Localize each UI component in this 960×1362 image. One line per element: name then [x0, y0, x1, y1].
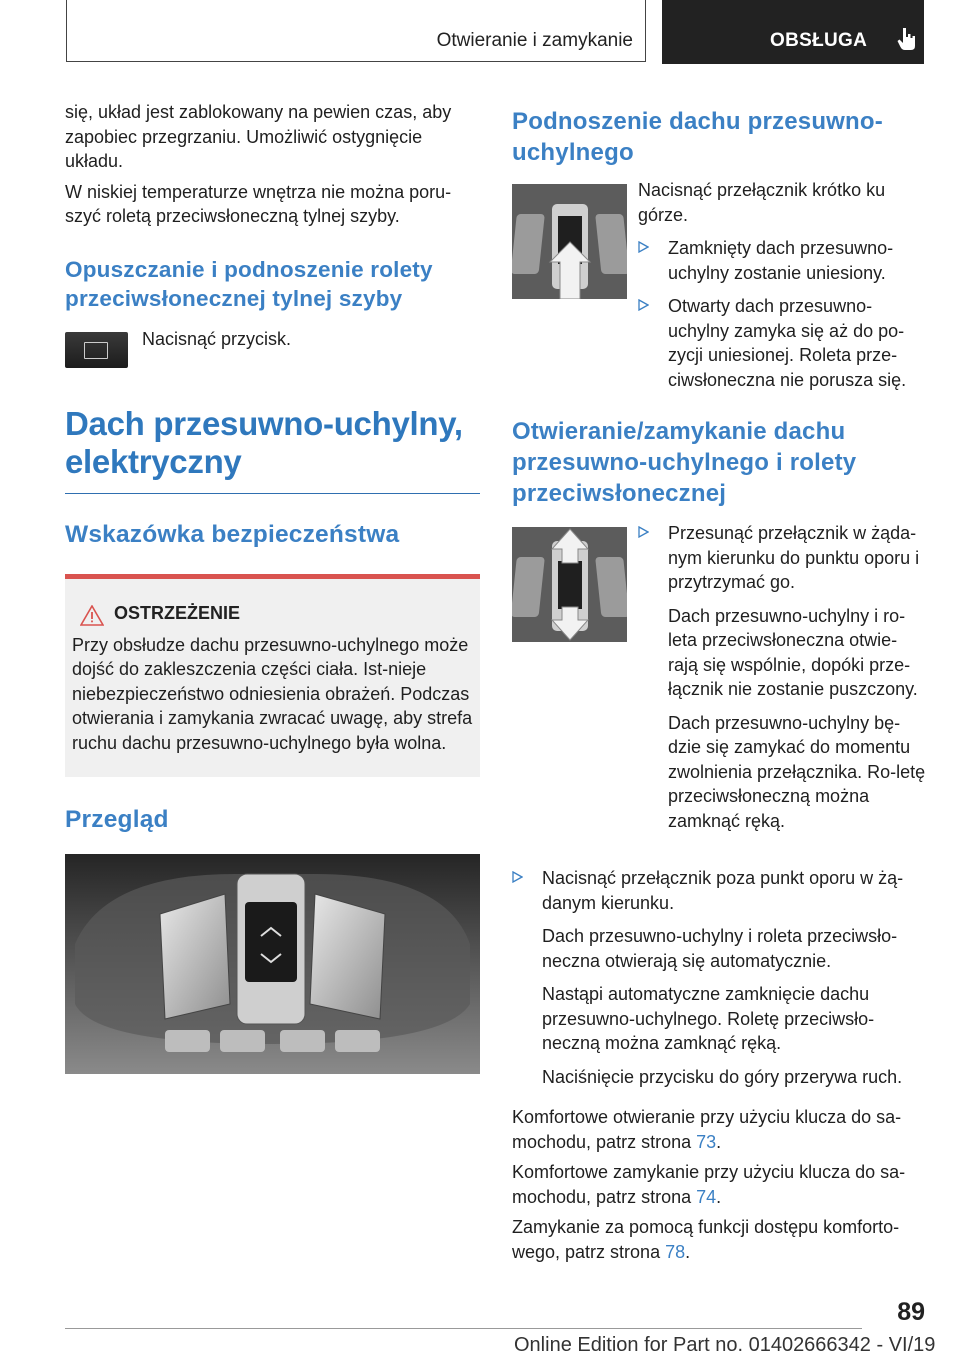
edition-footer: Online Edition for Part no. 01402666342 - VI/19 — [514, 1334, 936, 1356]
heading-safety: Wskazówka bezpieczeństwa — [65, 520, 400, 548]
comfort-close-ref: Komfortowe zamykanie przy użyciu klucza do sa‐mochodu, patrz strona 74. — [512, 1162, 906, 1207]
warning-box — [65, 579, 480, 778]
comfort-close-text: Komfortowe zamykanie przy użyciu klucza do sa‐mochodu, patrz strona — [512, 1162, 906, 1207]
intro-paragraph: się, układ jest zablokowany na pewien czas, aby zapobiec przegrzaniu. Umożliwić ostygnięcie układu. — [65, 102, 452, 171]
lift-action: Nacisnąć przełącznik krótko ku górze. — [638, 180, 886, 225]
warning-text: Przy obsłudze dachu przesuwno-uchylnego może dojść do zakleszczenia części ciała. Ist‐nieje niebezpieczeństwo odniesienia obrażeń. Podczas otwierania i zamykania zwracać uwagę, aby strefa ruchu dachu przesuwno-uchylnego była wolna. — [72, 634, 473, 753]
blind-icon — [84, 342, 108, 359]
intro-paragraph-2: W niskiej temperaturze wnętrza nie można poru‐szyć roletą przeciwsłoneczną tylnej szyby. — [65, 181, 452, 226]
comfort-open-text: Komfortowe otwieranie przy użyciu klucza do sa‐mochodu, patrz strona — [512, 1107, 902, 1152]
bullet-triangle-icon — [512, 871, 523, 883]
open-bullet-2-detail-3: Naciśnięcie przycisku do góry przerywa ruch. — [542, 1066, 903, 1087]
open-bullet-1-detail-1: Dach przesuwno-uchylny i ro‐leta przeciwsłoneczna otwie‐rają się wspólnie, dopóki prze‐łącznik nie zostanie puszczony. — [668, 605, 918, 699]
open-bullet-2-text: Nacisnąć przełącznik poza punkt oporu w żą‐danym kierunku. — [542, 868, 904, 913]
open-bullet-2 — [512, 866, 926, 915]
bullet-triangle-icon — [638, 526, 649, 538]
section-tab — [662, 0, 924, 64]
page-number: 89 — [897, 1298, 925, 1326]
rear-blind-row — [65, 327, 480, 373]
bullet-triangle-icon — [638, 299, 649, 311]
open-bullet-2-detail-2: Nastąpi automatyczne zamknięcie dachu przesuwno-uchylnego. Roletę przeciwsło‐neczną można zamknąć ręką. — [542, 984, 875, 1053]
comfort-open-ref: Komfortowe otwieranie przy użyciu klucza do sa‐mochodu, patrz strona 73. — [512, 1107, 902, 1152]
open-close-text-1 — [638, 521, 926, 833]
lift-switch-photo — [512, 184, 627, 299]
comfort-access-ref: Zamykanie za pomocą funkcji dostępu komforto‐wego, patrz strona 78. — [512, 1217, 900, 1262]
open-bullet-2-detail-1: Dach przesuwno-uchylny i roleta przeciwsło‐neczna otwierają się automatycznie. — [542, 926, 898, 971]
heading-open-close: Otwieranie/zamykanie dachu przesuwno-uchylnego i rolety przeciwsłonecznej — [512, 418, 857, 507]
left-column — [65, 100, 480, 1074]
page-link-78[interactable]: 78 — [665, 1241, 686, 1262]
open-bullet-1 — [638, 521, 926, 595]
lift-bullet-2 — [638, 294, 926, 392]
rear-blind-button-image — [65, 332, 128, 368]
lift-bullet-1 — [638, 236, 926, 285]
open-bullet-1-text: Przesunąć przełącznik w żąda‐nym kierunku do punktu oporu i przytrzymać go. — [668, 523, 920, 592]
heading-overview: Przegląd — [65, 806, 169, 833]
heading-divider — [65, 493, 480, 494]
page-header — [66, 0, 924, 64]
roof-console-image — [65, 854, 480, 1074]
chapter-title: Otwieranie i zamykanie — [66, 0, 646, 62]
heading-rear-blind: Opuszczanie i podnoszenie rolety przeciwsłonecznej tylnej szyby — [65, 256, 433, 311]
switch-up-image — [512, 184, 627, 299]
footer-divider — [65, 1328, 862, 1329]
section-title: OBSŁUGA — [770, 30, 868, 51]
hand-pointer-icon — [896, 26, 918, 52]
page-link-74[interactable]: 74 — [696, 1186, 717, 1207]
comfort-access-text: Zamykanie za pomocą funkcji dostępu komforto‐wego, patrz strona — [512, 1217, 900, 1262]
warning-title: OSTRZEŻENIE — [114, 602, 241, 623]
bullet-triangle-icon — [638, 241, 649, 253]
lift-text — [638, 178, 926, 392]
warning-header — [72, 603, 473, 629]
open-close-section — [512, 521, 926, 866]
warning-triangle-icon — [80, 605, 104, 626]
lift-section — [512, 178, 926, 396]
lift-bullet-1-text: Zamknięty dach przesuwno-uchylny zostanie uniesiony. — [668, 238, 894, 283]
heading-lift-sunroof: Podnoszenie dachu przesuwno-uchylnego — [512, 108, 883, 166]
heading-sunroof: Dach przesuwno-uchylny, elektryczny — [65, 404, 463, 480]
page-link-73[interactable]: 73 — [696, 1131, 717, 1152]
overview-photo — [65, 854, 480, 1074]
open-bullet-1-detail-2: Dach przesuwno-uchylny bę‐dzie się zamykać do momentu zwolnienia przełącznika. Ro‐letę przeciwsłoneczną można zamknąć ręką. — [668, 712, 926, 831]
switch-updown-image — [512, 527, 627, 642]
rear-blind-action: Nacisnąć przycisk. — [142, 328, 292, 349]
lift-bullet-2-text: Otwarty dach przesuwno-uchylny zamyka się aż do po‐zycji uniesionej. Roleta prze‐ciwsłoneczna nie porusza się. — [668, 296, 907, 390]
open-close-switch-photo — [512, 527, 627, 642]
right-column — [512, 106, 926, 1264]
